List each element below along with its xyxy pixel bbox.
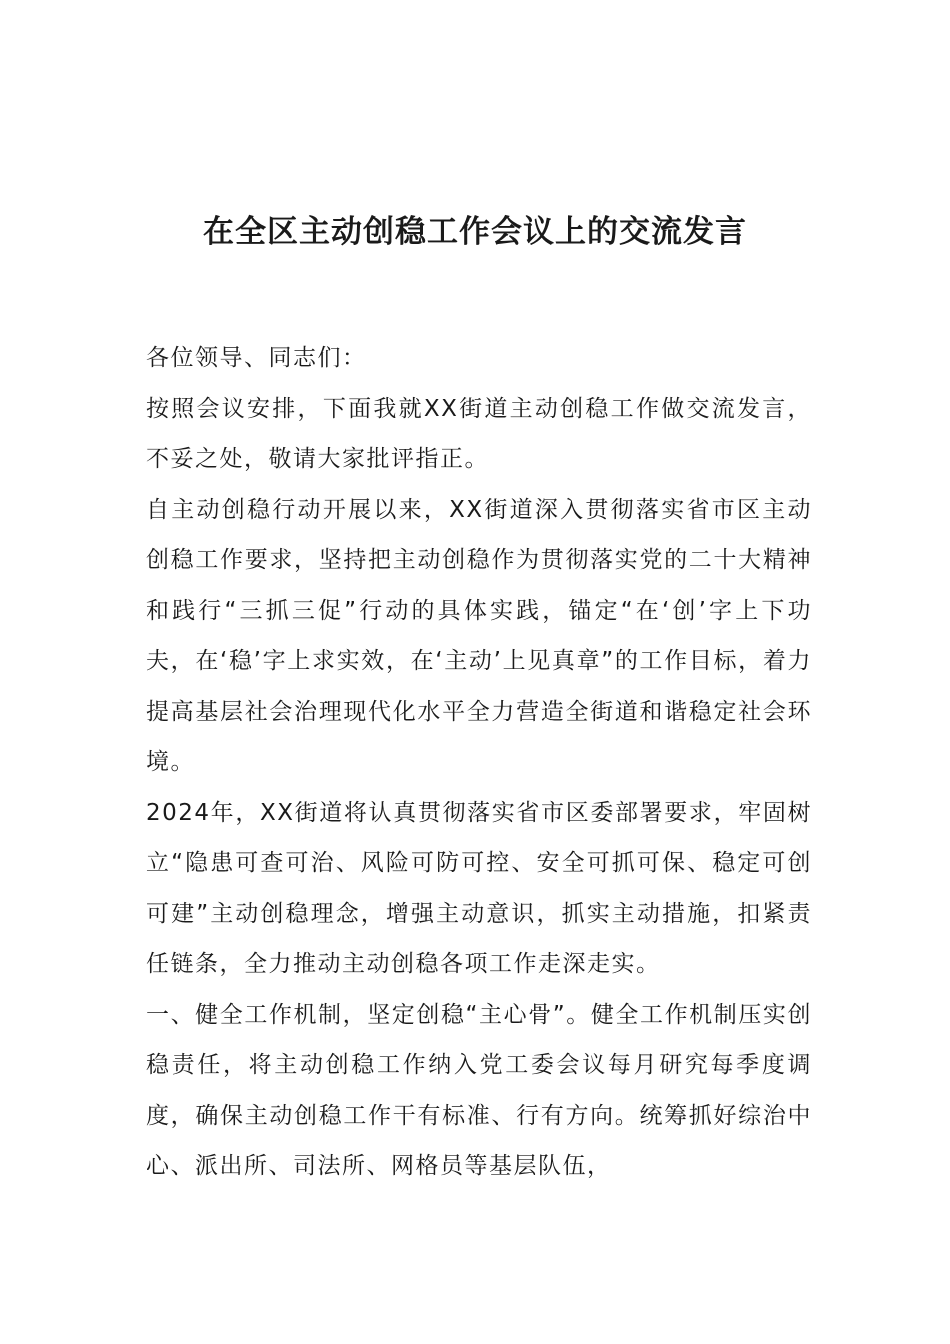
document-title: 在全区主动创稳工作会议上的交流发言 (203, 214, 747, 250)
paragraph-opening: 按照会议安排，下面我就XX街道主动创稳工作做交流发言，不妥之处，敬请大家批评指正。 (146, 395, 812, 472)
paragraph-background: 自主动创稳行动开展以来，XX街道深入贯彻落实省市区主动创稳工作要求，坚持把主动创稳作为贯彻落实党的二十大精神和践行“三抓三促”行动的具体实践，锚定“在‘创’字上下功夫，在‘稳’字上求实效，在‘主动’上见真章”的工作目标，着力提高基层社会治理现代化水平全力营造全街道和谐稳定社会环境。 (146, 496, 812, 775)
document-body (146, 333, 812, 1192)
paragraph-salutation: 各位领导、同志们： (146, 345, 367, 371)
paragraph-section-one: 一、健全工作机制，坚定创稳“主心骨”。健全工作机制压实创稳责任，将主动创稳工作纳入党工委会议每月研究每季度调度，确保主动创稳工作干有标准、行有方向。统筹抓好综治中心、派出所、司法所、网格员等基层队伍， (146, 1001, 812, 1179)
paragraph-plan-2024: 2024年，XX街道将认真贯彻落实省市区委部署要求，牢固树立“隐患可查可治、风险可防可控、安全可抓可保、稳定可创可建”主动创稳理念，增强主动意识，抓实主动措施，扣紧责任链条，全力推动主动创稳各项工作走深走实。 (146, 799, 812, 977)
